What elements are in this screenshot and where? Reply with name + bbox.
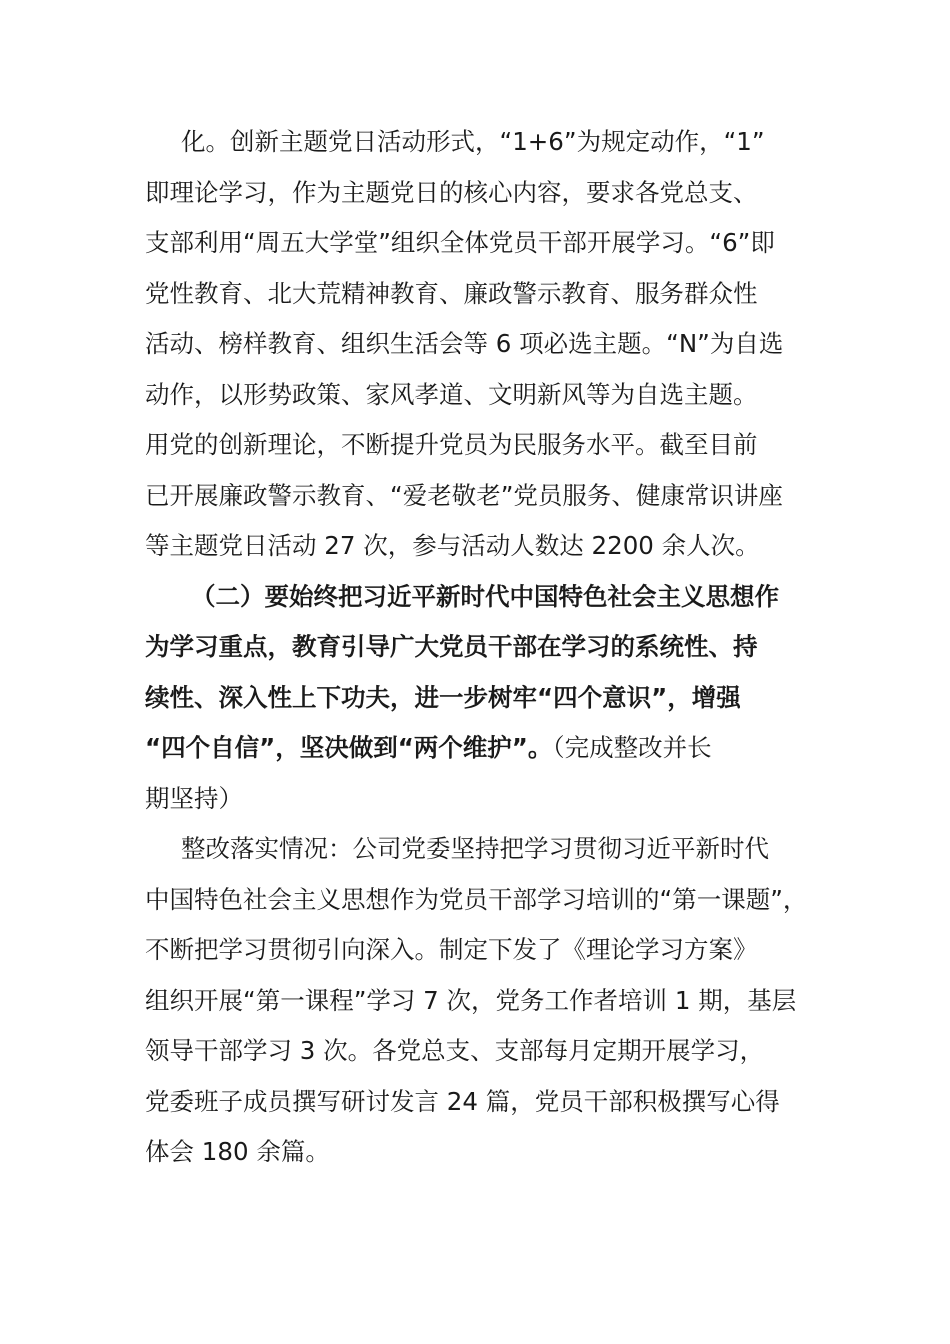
text-line: 不断把学习贯彻引向深入。制定下发了《理论学习方案》: [145, 935, 758, 964]
text-line: 体会 180 余篇。: [145, 1137, 330, 1166]
text-line: 活动、榜样教育、组织生活会等 6 项必选主题。“N”为自选: [145, 329, 784, 358]
text-line: 整改落实情况：公司党委坚持把学习贯彻习近平新时代: [181, 834, 769, 863]
text-line: 中国特色社会主义思想作为党员干部学习培训的“第一课题”，: [145, 884, 808, 914]
text-line: 党性教育、北大荒精神教育、廉政警示教育、服务群众性: [145, 278, 758, 308]
text-line: 党委班子成员撰写研讨发言 24 篇，党员干部积极撰写心得: [145, 1086, 780, 1116]
paragraph-rectification: [145, 824, 810, 1178]
heading-line-mixed: [145, 723, 810, 774]
text-line: 领导干部学习 3 次。各党总支、支部每月定期开展学习，: [145, 1036, 765, 1065]
text-line: 支部利用“周五大学堂”组织全体党员干部开展学习。“6”即: [145, 228, 775, 257]
text-line: 动作，以形势政策、家风孝道、文明新风等为自选主题。: [145, 379, 758, 409]
text-line: 即理论学习，作为主题党日的核心内容，要求各党总支、: [145, 177, 758, 207]
text-line: 等主题党日活动 27 次，参与活动人数达 2200 余人次。: [145, 531, 760, 560]
heading-status-note: （完成整改并长: [552, 733, 712, 762]
section-heading-2: [145, 572, 810, 825]
document-body: [145, 117, 810, 1178]
heading-line: 为学习重点，教育引导广大党员干部在学习的系统性、持: [145, 632, 758, 661]
heading-line: （二）要始终把习近平新时代中国特色社会主义思想作: [191, 581, 779, 611]
heading-bold-text: “四个自信”，坚决做到“两个维护”。: [145, 733, 553, 762]
text-line: 已开展廉政警示教育、“爱老敬老”党员服务、健康常识讲座: [145, 480, 783, 510]
text-line: 组织开展“第一课程”学习 7 次，党务工作者培训 1 期，基层: [145, 985, 797, 1015]
text-line: 化。创新主题党日活动形式，“1+6”为规定动作，“1”: [181, 127, 765, 156]
paragraph-practice: [145, 117, 810, 572]
text-line: 用党的创新理论，不断提升党员为民服务水平。截至目前: [145, 430, 758, 459]
heading-status-tail: 期坚持）: [145, 783, 243, 813]
heading-line: 续性、深入性上下功夫，进一步树牢“四个意识”，增强: [145, 682, 741, 712]
